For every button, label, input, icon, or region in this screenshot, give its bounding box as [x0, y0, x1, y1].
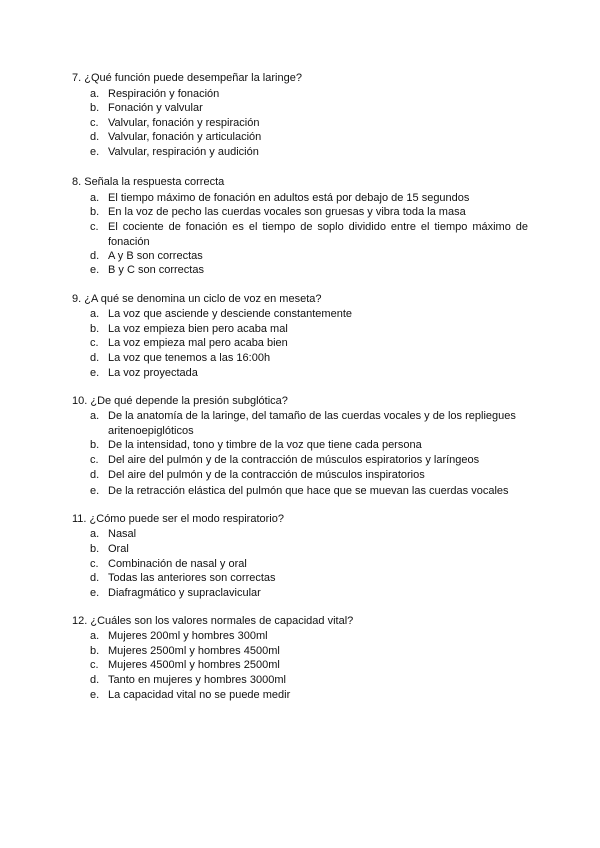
option-text: Del aire del pulmón y de la contracción de músculos espiratorios y laríngeos: [108, 454, 480, 466]
option-text: El cociente de fonación es el tiempo de soplo dividido entre el tiempo máximo de fonación: [108, 221, 528, 248]
option-letter: d.: [90, 572, 100, 584]
option-text: La voz empieza bien pero acaba mal: [108, 323, 288, 335]
option-text: Valvular, fonación y articulación: [108, 131, 262, 143]
question-title: 12. ¿Cuáles son los valores normales de capacidad vital?: [72, 615, 354, 627]
option-letter: d.: [90, 131, 100, 143]
option-letter: b.: [90, 645, 100, 657]
option-text: Mujeres 2500ml y hombres 4500ml: [108, 645, 280, 657]
option-text: De la retracción elástica del pulmón que hace que se muevan las cuerdas vocales: [108, 485, 509, 497]
option-letter: e.: [90, 264, 100, 276]
option-text: Tanto en mujeres y hombres 3000ml: [108, 674, 286, 686]
option-text: La voz empieza mal pero acaba bien: [108, 337, 288, 349]
option-letter: a.: [90, 528, 100, 540]
option-text: A y B son correctas: [108, 250, 203, 262]
option-text: En la voz de pecho las cuerdas vocales son gruesas y vibra toda la masa: [108, 206, 466, 218]
option-text: Fonación y valvular: [108, 102, 203, 114]
option-letter: d.: [90, 674, 100, 686]
question-title: 10. ¿De qué depende la presión subglótica?: [72, 395, 288, 407]
option-text: Valvular, fonación y respiración: [108, 116, 260, 129]
option-text: De la intensidad, tono y timbre de la voz que tiene cada persona: [108, 439, 422, 451]
option-letter: a.: [90, 192, 100, 204]
option-text: Nasal: [108, 528, 137, 540]
option-letter: c.: [90, 558, 99, 570]
question-title: 11. ¿Cómo puede ser el modo respiratorio?: [72, 513, 284, 525]
option-letter: c.: [90, 116, 99, 129]
option-letter: a.: [90, 88, 100, 100]
option-letter: b.: [90, 206, 100, 218]
option-letter: c.: [90, 221, 99, 233]
option-letter: b.: [90, 439, 100, 451]
option-letter: b.: [90, 543, 100, 555]
option-letter: e.: [90, 367, 100, 379]
option-letter: c.: [90, 337, 99, 349]
option-text: La voz que asciende y desciende constantemente: [108, 308, 352, 320]
option-text: Respiración y fonación: [108, 88, 220, 100]
option-letter: b.: [90, 102, 100, 114]
option-letter: d.: [90, 352, 100, 364]
option-text: Mujeres 4500ml y hombres 2500ml: [108, 659, 280, 671]
option-text: B y C son correctas: [108, 264, 204, 276]
option-text: Oral: [108, 543, 129, 555]
option-text: De la anatomía de la laringe, del tamaño de las cuerdas vocales y de los repliegues aritenoepiglóticos: [108, 410, 516, 437]
option-letter: d.: [90, 250, 100, 262]
option-text: La capacidad vital no se puede medir: [108, 689, 291, 701]
option-text: Combinación de nasal y oral: [108, 558, 247, 570]
option-letter: e.: [90, 485, 100, 497]
option-text: La voz que tenemos a las 16:00h: [108, 352, 271, 364]
option-text: Todas las anteriores son correctas: [108, 572, 276, 584]
option-letter: b.: [90, 323, 100, 335]
option-text: Diafragmático y supraclavicular: [108, 587, 261, 599]
question-title: 8. Señala la respuesta correcta: [72, 176, 225, 188]
option-text: Valvular, respiración y audición: [108, 146, 259, 158]
option-letter: e.: [90, 587, 100, 599]
option-text: Mujeres 200ml y hombres 300ml: [108, 630, 268, 642]
option-letter: d.: [90, 469, 100, 481]
option-text: El tiempo máximo de fonación en adultos está por debajo de 15 segundos: [108, 192, 470, 204]
option-letter: a.: [90, 630, 100, 642]
option-letter: e.: [90, 146, 100, 158]
option-letter: c.: [90, 659, 99, 671]
option-letter: a.: [90, 410, 100, 422]
question-title: 7. ¿Qué función puede desempeñar la laringe?: [72, 72, 302, 84]
option-text: Del aire del pulmón y de la contracción de músculos inspiratorios: [108, 469, 425, 481]
question-title: 9. ¿A qué se denomina un ciclo de voz en meseta?: [72, 293, 322, 305]
option-letter: e.: [90, 689, 100, 701]
option-text: La voz proyectada: [108, 367, 198, 379]
option-letter: c.: [90, 454, 99, 466]
option-letter: a.: [90, 308, 100, 320]
